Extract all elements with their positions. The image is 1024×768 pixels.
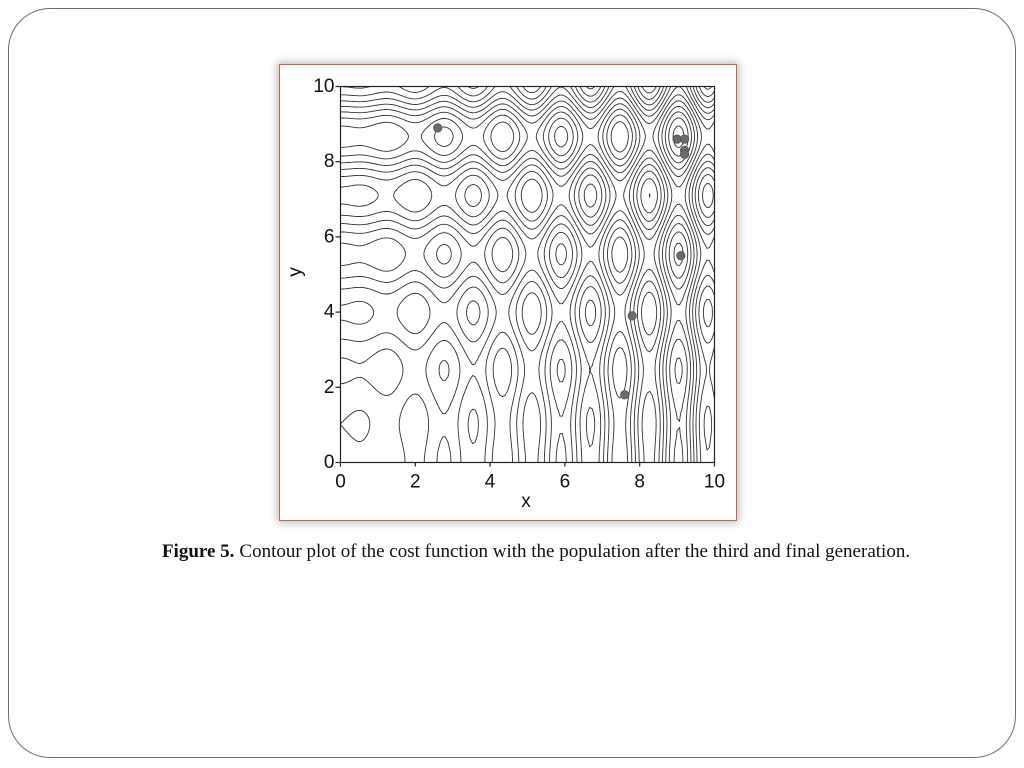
x-tick-label: 0 — [335, 471, 346, 493]
y-axis-label: y — [285, 267, 306, 277]
y-tick-label: 2 — [323, 376, 335, 398]
population-point — [628, 312, 637, 321]
caption-label: Figure 5. — [161, 541, 235, 562]
x-tick-label: 6 — [559, 471, 571, 493]
figure-image — [279, 64, 737, 521]
y-tick-label: 6 — [323, 226, 335, 248]
x-tick-label: 8 — [634, 471, 645, 493]
x-axis-label: x — [521, 491, 531, 512]
population-point — [620, 391, 629, 400]
y-tick-label: 4 — [323, 301, 335, 323]
contour-line — [341, 87, 715, 463]
contour-line — [341, 95, 715, 463]
population-point — [677, 251, 686, 260]
contour-lines — [341, 87, 715, 463]
contour-line — [341, 87, 715, 463]
population-point — [680, 135, 689, 144]
contour-line — [341, 101, 698, 463]
y-tick-label: 0 — [323, 452, 335, 473]
x-tick-label: 10 — [703, 471, 726, 493]
y-tick-label: 8 — [323, 151, 335, 173]
population-point — [680, 150, 689, 159]
caption-text: Contour plot of the cost function with the population after the third and final generation. — [239, 541, 911, 562]
figure-caption — [96, 541, 976, 563]
contour-line — [341, 87, 715, 463]
contour-plot — [280, 65, 735, 519]
y-tick-label: 10 — [313, 76, 335, 97]
x-tick-label: 4 — [484, 471, 496, 493]
population-point — [433, 124, 442, 133]
x-tick-label: 2 — [410, 471, 421, 493]
plot-area-frame — [341, 87, 715, 463]
